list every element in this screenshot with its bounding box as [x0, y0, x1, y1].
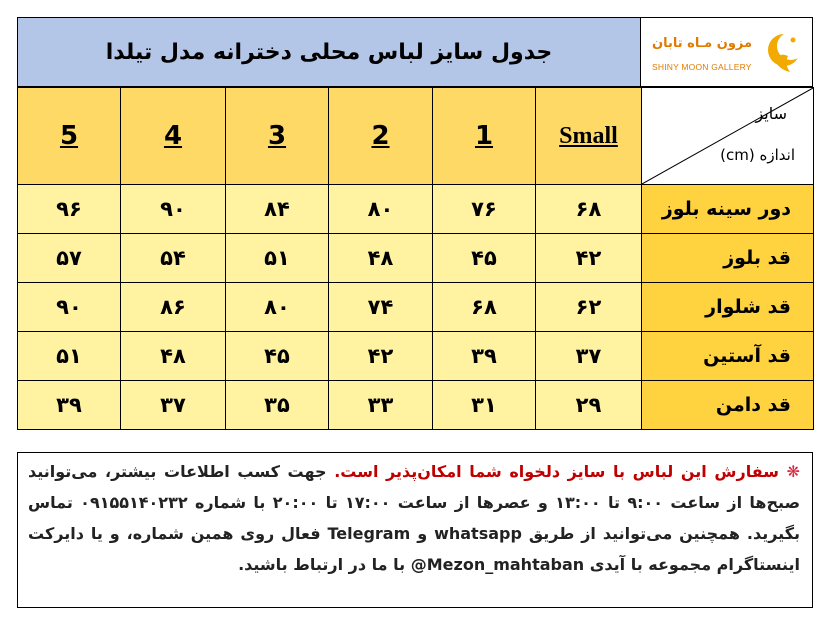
measurement-label: قد دامن	[642, 381, 814, 430]
measurement-row	[18, 283, 814, 332]
measurement-label: قد بلوز	[642, 234, 814, 283]
measurement-value: ۷۴	[329, 283, 433, 332]
measurement-label: قد آستین	[642, 332, 814, 381]
chart-title: جدول سایز لباس محلی دخترانه مدل تیلدا	[17, 17, 641, 87]
star-icon: ❋	[786, 462, 801, 481]
measurement-value: ۹۰	[121, 185, 226, 234]
diagonal-divider	[642, 88, 813, 184]
measurement-value: ۳۵	[226, 381, 329, 430]
measurement-value: ۳۹	[18, 381, 121, 430]
order-note	[17, 452, 813, 608]
measurement-value: ۴۸	[329, 234, 433, 283]
measurement-value: ۳۷	[121, 381, 226, 430]
size-chart-sheet	[17, 17, 813, 435]
measurement-value: ۸۴	[226, 185, 329, 234]
size-header: 5	[18, 88, 121, 185]
measurement-row	[18, 381, 814, 430]
note-body: جهت کسب اطلاعات بیشتر، می‌توانید صبح‌ها از ساعت ۹:۰۰ تا ۱۳:۰۰ و عصرها از ساعت ۱۷:۰۰ تا ۲۰:۰۰ با شماره ۰۹۱۵۵۱۴۰۲۳۲ تماس بگیرید. همچنین می‌توانید از طریق whatsapp و Telegram فعال روی همین شماره، و یا دایرکت اینستاگرام مجموعه با آیدی Mezon_mahtaban@ با ما در ارتباط باشید.	[28, 462, 801, 574]
measurement-value: ۷۶	[433, 185, 536, 234]
measurement-value: ۸۶	[121, 283, 226, 332]
size-header: 1	[433, 88, 536, 185]
measurement-value: ۲۹	[536, 381, 642, 430]
measurement-row	[18, 332, 814, 381]
measurement-value: ۸۰	[226, 283, 329, 332]
measurement-value: ۹۰	[18, 283, 121, 332]
corner-cell	[642, 88, 814, 185]
measurement-row	[18, 185, 814, 234]
logo-persian-name: مزون مـاه تابان	[652, 36, 753, 51]
corner-size-label: سایز	[755, 104, 787, 123]
measurement-row	[18, 234, 814, 283]
measurement-value: ۶۸	[433, 283, 536, 332]
size-header: 4	[121, 88, 226, 185]
corner-unit-label: اندازه (cm)	[720, 146, 795, 164]
size-table	[17, 87, 814, 430]
measurement-label: دور سینه بلوز	[642, 185, 814, 234]
size-header-small: Small	[536, 88, 642, 185]
measurement-value: ۵۱	[18, 332, 121, 381]
measurement-value: ۳۱	[433, 381, 536, 430]
logo-english-name: SHINY MOON GALLERY	[652, 62, 752, 72]
measurement-value: ۳۹	[433, 332, 536, 381]
measurement-value: ۵۱	[226, 234, 329, 283]
measurement-value: ۴۲	[536, 234, 642, 283]
measurement-value: ۴۵	[226, 332, 329, 381]
logo	[641, 17, 813, 87]
moon-logo-icon	[760, 30, 804, 76]
measurement-value: ۶۲	[536, 283, 642, 332]
measurement-value: ۶۸	[536, 185, 642, 234]
measurement-value: ۵۷	[18, 234, 121, 283]
size-header: 3	[226, 88, 329, 185]
note-highlight: سفارش این لباس با سایز دلخواه شما امکان‌پذیر است.	[334, 462, 779, 481]
measurement-value: ۳۷	[536, 332, 642, 381]
measurement-value: ۴۲	[329, 332, 433, 381]
measurement-label: قد شلوار	[642, 283, 814, 332]
size-header-row	[18, 88, 814, 185]
measurement-value: ۹۶	[18, 185, 121, 234]
measurement-value: ۳۳	[329, 381, 433, 430]
measurement-value: ۵۴	[121, 234, 226, 283]
measurement-value: ۸۰	[329, 185, 433, 234]
measurement-value: ۴۸	[121, 332, 226, 381]
size-header: 2	[329, 88, 433, 185]
measurement-value: ۴۵	[433, 234, 536, 283]
